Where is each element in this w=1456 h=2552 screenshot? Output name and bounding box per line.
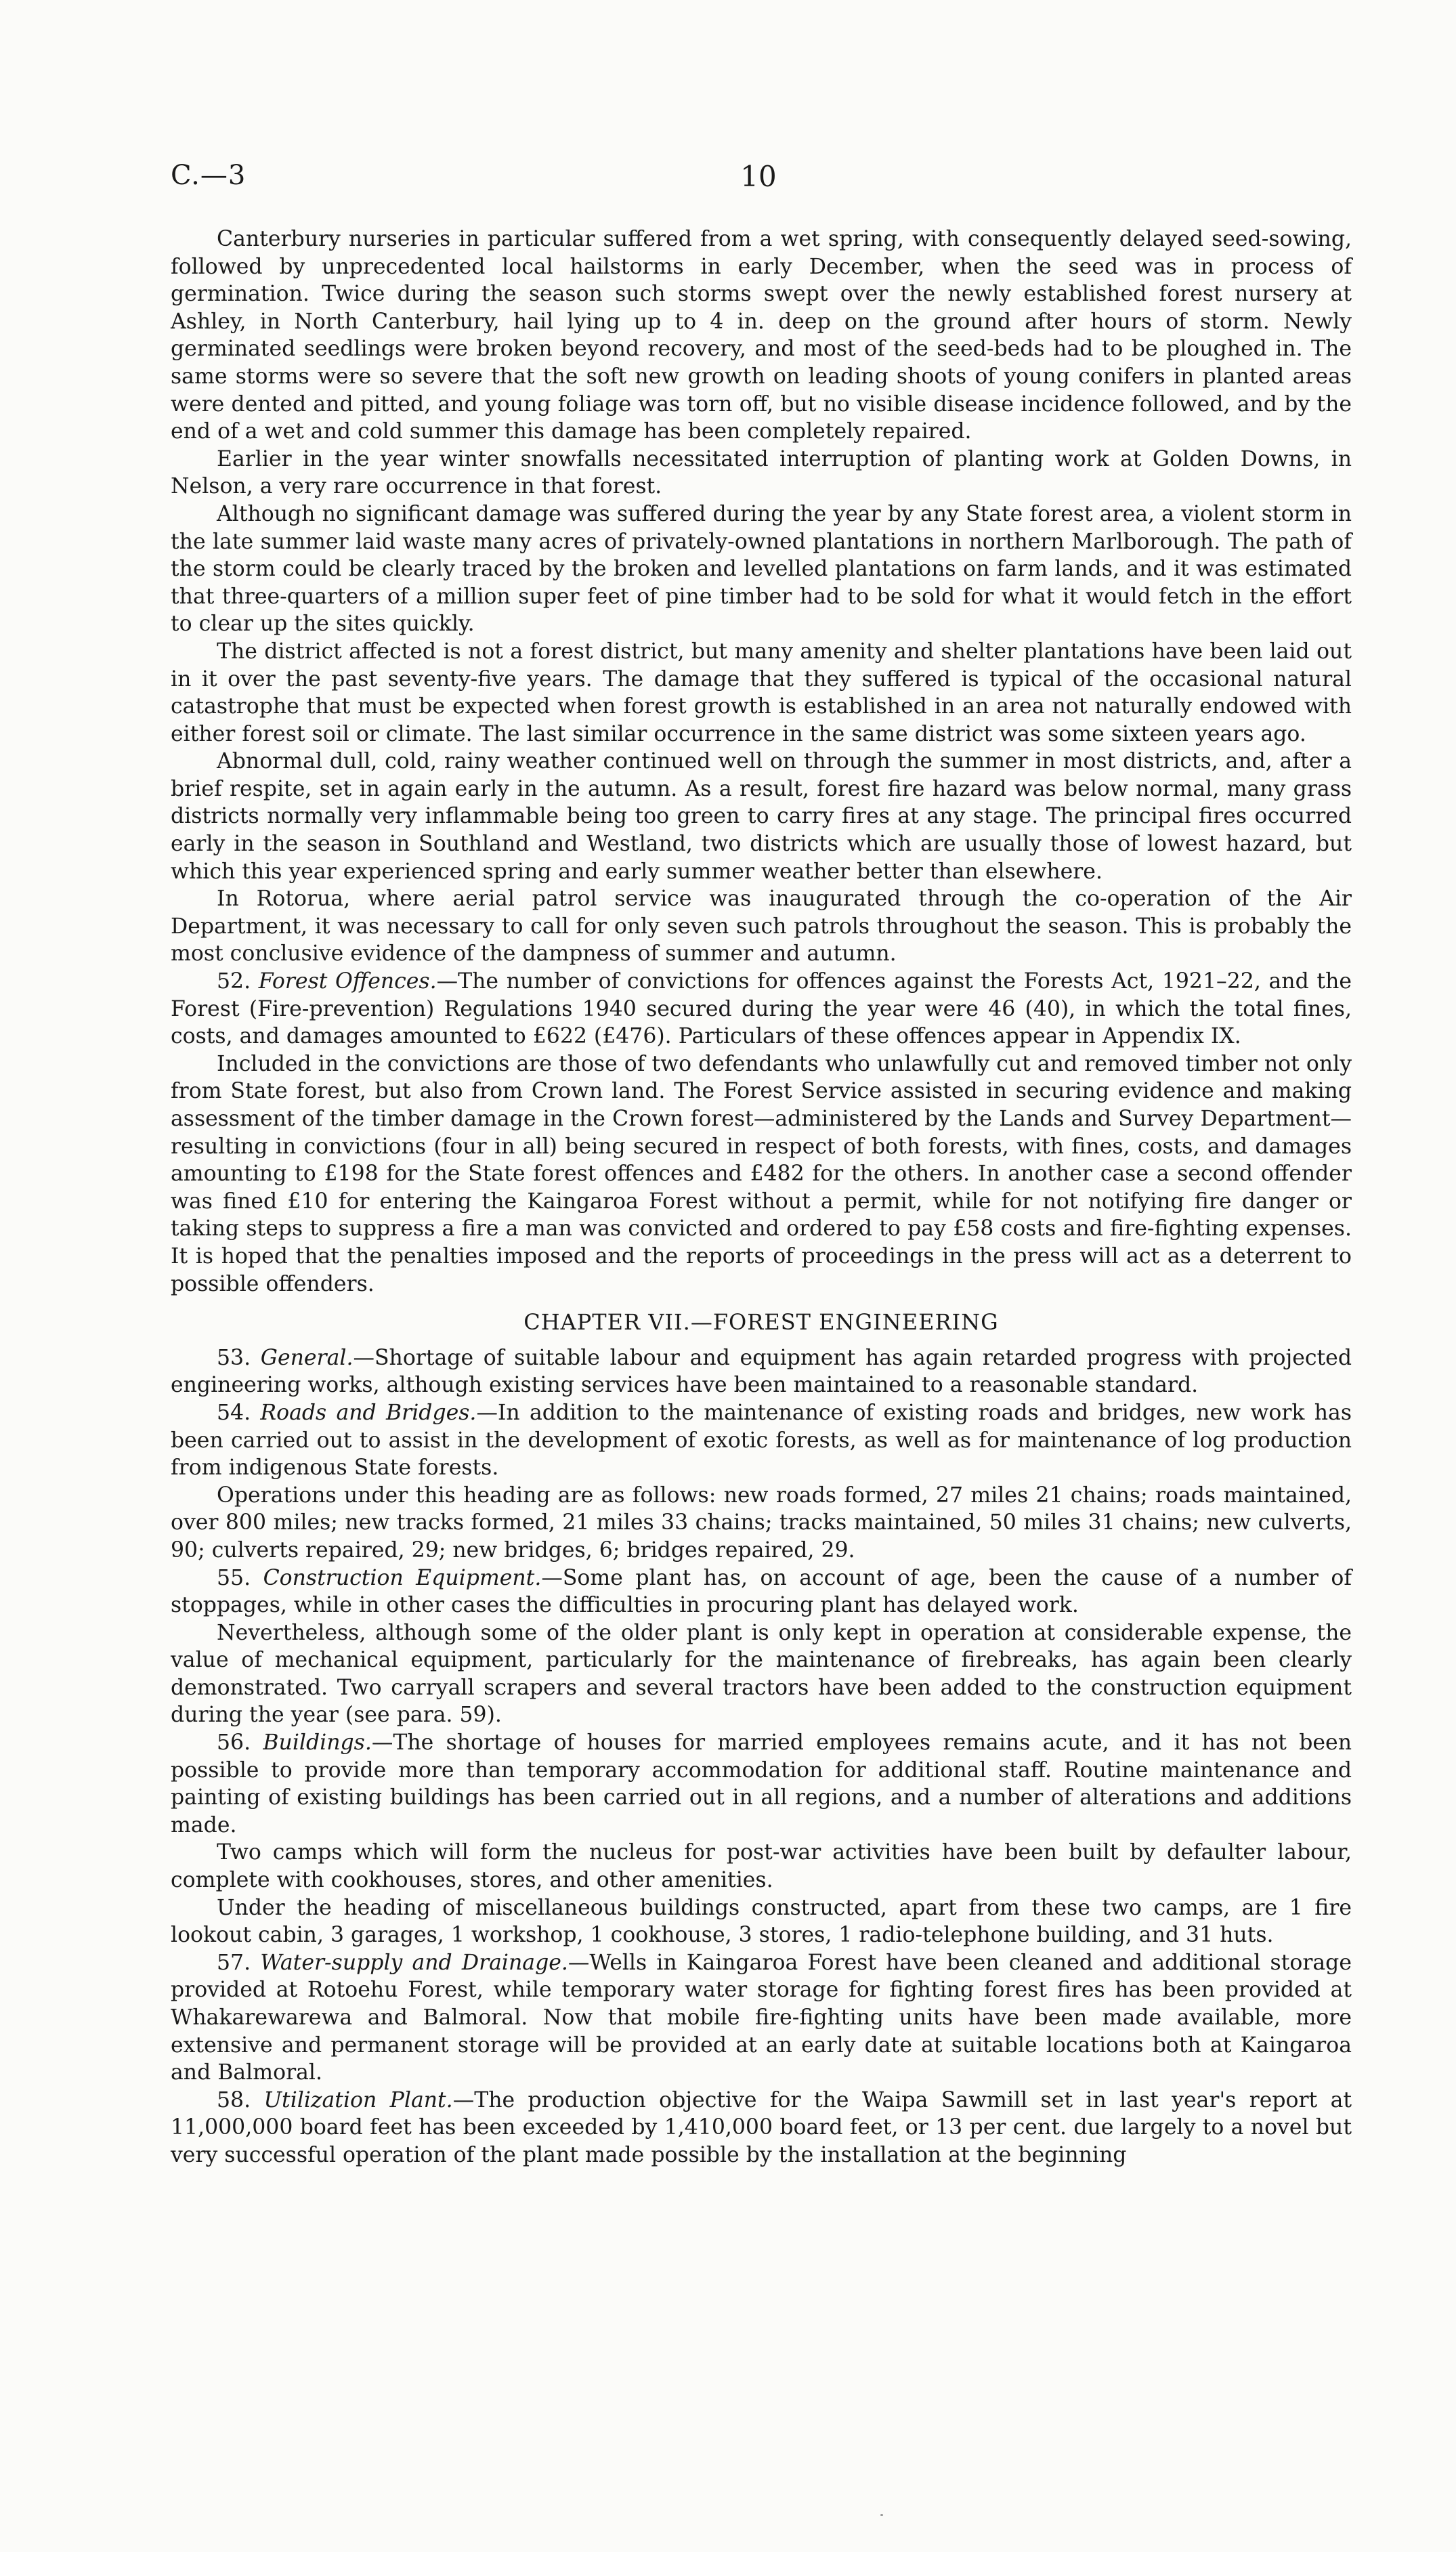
- paragraph: Two camps which will form the nucleus for post-war activities have been built by defaulter labour, complete with cookhouses, stores, and other amenities.: [171, 1840, 1352, 1893]
- paragraph: Included in the convictions are those of two defendants who unlawfully cut and removed timber not only from State forest, but also from Crown land. The Forest Service assisted in securing evidence and making assessment of the timber damage in the Crown forest—administered by the Lands and Survey Department—resulting in convictions (four in all) being secured in respect of both forests, with fines, costs, and damages amounting to £198 for the State forest offences and £482 for the others. In another case a second offender was fined £10 for entering the Kaingaroa Forest without a permit, while for not notifying fire danger or taking steps to suppress a fire a man was convicted and ordered to pay £58 costs and fire-fighting expenses. It is hoped that the penalties imposed and the reports of proceedings in the press will act as a deterrent to possible offenders.: [171, 1051, 1352, 1296]
- page-number: 10: [740, 160, 777, 193]
- scan-speck: [880, 2514, 883, 2516]
- para-heading: Forest Offences.: [258, 969, 437, 994]
- para-number: 56.: [217, 1730, 251, 1756]
- para-text: —The number of convictions for offences against the Forests Act, 1921–22, and the Forest (Fire-prevention) Regulations 1940 secured during the year were 46 (40), in which the total fines, costs, and damages amounted to £622 (£476). Particulars of these offences appear in Appendix IX.: [171, 969, 1352, 1049]
- para-heading: Construction Equipment.: [263, 1565, 542, 1590]
- para-heading: Roads and Bridges.: [260, 1400, 477, 1425]
- para-heading: Water-supply and Drainage.: [260, 1950, 568, 1975]
- para-text: —The production objective for the Waipa Sawmill set in last year's report at 11,000,000 board feet has been exceeded by 1,410,000 board feet, or 13 per cent. due largely to a novel but very successful operation of the plant made possible by the installation at the beginning: [171, 2087, 1352, 2167]
- paragraph-56: [171, 1729, 1352, 1839]
- paragraph: Operations under this heading are as follows: new roads formed, 27 miles 21 chains; roads maintained, over 800 miles; new tracks formed, 21 miles 33 chains; tracks maintained, 50 miles 31 chains; new culverts, 90; culverts repaired, 29; new bridges, 6; bridges repaired, 29.: [171, 1483, 1352, 1562]
- paragraph: The district affected is not a forest district, but many amenity and shelter plantations have been laid out in it over the past seventy-five years. The damage that they suffered is typical of the occasional natural catastrophe that must be expected when forest growth is established in an area not naturally endowed with either forest soil or climate. The last similar occurrence in the same district was some sixteen years ago.: [171, 639, 1352, 746]
- paragraph: Canterbury nurseries in particular suffered from a wet spring, with consequently delayed seed-sowing, followed by unprecedented local hailstorms in early December, when the seed was in process of germination. Twice during the season such storms swept over the newly established forest nursery at Ashley, in North Canterbury, hail lying up to 4 in. deep on the ground after hours of storm. Newly germinated seedlings were broken beyond recovery, and most of the seed-beds had to be ploughed in. The same storms were so severe that the soft new growth on leading shoots of young conifers in planted areas were dented and pitted, and young foliage was torn off, but no visible disease incidence followed, and by the end of a wet and cold summer this damage has been completely repaired.: [171, 227, 1352, 444]
- para-heading: Utilization Plant.: [263, 2087, 453, 2112]
- paragraph-58: [171, 2087, 1352, 2169]
- paragraph-57: [171, 1949, 1352, 2087]
- paragraph-55: [171, 1565, 1352, 1619]
- paragraph: Abnormal dull, cold, rainy weather continued well on through the summer in most districts, and, after a brief respite, set in again early in the autumn. As a result, forest fire hazard was below normal, many grass districts normally very inflammable being too green to carry fires at any stage. The principal fires occurred early in the season in Southland and Westland, two districts which are usually those of lowest hazard, but which this year experienced spring and early summer weather better than elsewhere.: [171, 749, 1352, 884]
- para-text: —Wells in Kaingaroa Forest have been cleaned and additional storage provided at Rotoehu Forest, while temporary water storage for fighting forest fires has been provided at Whakarewarewa and Balmoral. Now that mobile fire-fighting units have been made available, more extensive and permanent storage will be provided at an early date at suitable locations both at Kaingaroa and Balmoral.: [171, 1950, 1352, 2085]
- para-heading: Buildings.: [263, 1730, 372, 1756]
- paragraph: Although no significant damage was suffered during the year by any State forest area, a violent storm in the late summer laid waste many acres of privately-owned plantations in northern Marlborough. The path of the storm could be clearly traced by the broken and levelled plantations on farm lands, and it was estimated that three-quarters of a million super feet of pine timber had to be sold for what it would fetch in the effort to clear up the sites quickly.: [171, 501, 1352, 637]
- paragraph: Earlier in the year winter snowfalls necessitated interruption of planting work at Golden Downs, in Nelson, a very rare occurrence in that forest.: [171, 446, 1352, 499]
- document-reference: C.—3: [171, 160, 247, 191]
- paragraph: In Rotorua, where aerial patrol service was inaugurated through the co-operation of the Air Department, it was necessary to call for only seven such patrols throughout the season. This is probably the most conclusive evidence of the dampness of summer and autumn.: [171, 887, 1352, 966]
- paragraph: Nevertheless, although some of the older plant is only kept in operation at considerable expense, the value of mechanical equipment, particularly for the maintenance of firebreaks, has again been clearly demonstrated. Two carryall scrapers and several tractors have been added to the construction equipment during the year (see para. 59).: [171, 1620, 1352, 1728]
- para-number: 54.: [217, 1400, 251, 1425]
- paragraph-52: [171, 968, 1352, 1050]
- para-number: 52.: [217, 969, 251, 994]
- paragraph: Under the heading of miscellaneous buildings constructed, apart from these two camps, are 1 fire lookout cabin, 3 garages, 1 workshop, 1 cookhouse, 3 stores, 1 radio-telephone building, and 31 huts.: [171, 1895, 1352, 1948]
- paragraph-53: [171, 1344, 1352, 1399]
- para-text: —The shortage of houses for married employees remains acute, and it has not been possible to provide more than temporary accommodation for additional staff. Routine maintenance and painting of existing buildings has been carried out in all regions, and a number of alterations and additions made.: [171, 1730, 1352, 1837]
- para-number: 53.: [217, 1345, 251, 1370]
- para-number: 57.: [217, 1950, 251, 1975]
- para-number: 58.: [217, 2087, 251, 2112]
- para-heading: General.: [260, 1345, 354, 1370]
- body-text: [171, 226, 1352, 2169]
- para-number: 55.: [217, 1565, 251, 1590]
- para-text: —Some plant has, on account of age, been the cause of a number of stoppages, while in other cases the difficulties in procuring plant has delayed work.: [171, 1565, 1352, 1618]
- chapter-title: CHAPTER VII.—FOREST ENGINEERING: [523, 1309, 999, 1336]
- para-text: —In addition to the maintenance of existing roads and bridges, new work has been carried out to assist in the development of exotic forests, as well as for maintenance of log production from indigenous State forests.: [171, 1400, 1352, 1481]
- para-text: —Shortage of suitable labour and equipment has again retarded progress with projected engineering works, although existing services have been maintained to a reasonable standard.: [171, 1345, 1352, 1398]
- paragraph-54: [171, 1399, 1352, 1482]
